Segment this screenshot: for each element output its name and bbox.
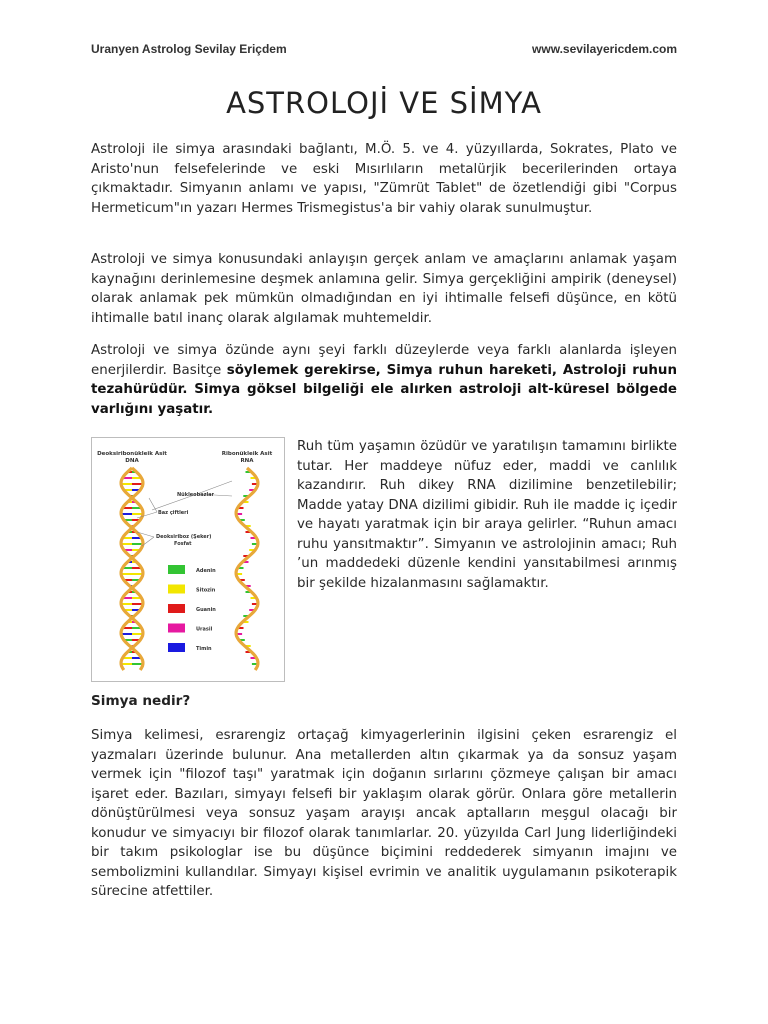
base-legend <box>168 565 216 652</box>
page-title: ASTROLOJİ VE SİMYA <box>226 86 542 120</box>
dna-abbr: DNA <box>125 458 139 464</box>
label-nucleobases: Nükleobazlar <box>177 492 215 498</box>
section-heading: Simya nedir? <box>91 693 191 709</box>
header-website: www.sevilayericdem.com <box>532 42 677 56</box>
paragraph-3-normal: Astroloji ve simya özünde aynı şeyi farklı düzeylerde veya farklı alanlarda işleyen enerjilerdir. Basitçe <box>91 343 677 378</box>
dna-rna-diagram <box>92 438 284 681</box>
label-base-pairs: Baz çiftleri <box>158 510 189 516</box>
label-sugar: Deoksiriboz (Şeker) <box>156 534 212 540</box>
side-paragraph: Ruh tüm yaşamın özüdür ve yaratılışın tamamını birlikte tutar. Her maddeye nüfuz eder, maddi ve canlılık kazandırır. Ruh dikey RNA dizilimine benzetilebilir; Madde yatay DNA dizilimi gibidir. Ruh ile madde iç içedir ve hayatı yaratmak için bir araya gelirler. “Ruhun amacı ruhu yansıtmaktır”. Simyanın ve astrolojinin amacı; Ruh ’un maddedeki düzenle kendini yansıtabilmesi arınmış bir şekilde hizalanmasını sağlamaktır. <box>297 439 677 591</box>
dna-title: Deoksiribonükleik Asit <box>97 451 167 457</box>
rna-abbr: RNA <box>240 458 254 464</box>
legend-swatch-guanin <box>168 604 185 613</box>
legend-swatch-urasil <box>168 624 185 633</box>
paragraph-4: Simya kelimesi, esrarengiz ortaçağ kimyagerlerinin ilgisini çeken esrarengiz el yazmaları üzerinde bulunur. Ana metallerden altın çıkarmak ya da sonsuz yaşam vermek için "filozof taşı" yaratmak için doğanın sırlarını çözmeye çalışan bir amacı işaret eder. Bazıları, simyayı felsefi bir yaklaşım olarak görür. Onlara göre metallerin dönüştürülmesi veya sonsuz yaşam arayışı ancak aptalların meşgul olacağı bir konudur ve simyacıyı bir filozof olarak tanımlarlar. 20. yüzyılda Carl Jung liderliğindeki bir takım psikologlar ise bu düşünce biçimini reddederek simyanın imajını ve sembolizmini kullandılar. Simyayı kişisel evrimin ve analitik uygulamanın psikoterapik sürecine atfettiler. <box>91 728 677 899</box>
legend-label-adenin: Adenin <box>196 568 216 574</box>
legend-label-guanin: Guanin <box>196 607 216 613</box>
legend-label-sitozin: Sitozin <box>196 587 216 594</box>
paragraph-3 <box>91 341 677 419</box>
paragraph-1: Astroloji ile simya arasındaki bağlantı, M.Ö. 5. ve 4. yüzyıllarda, Sokrates, Plato ve Aristo'nun felsefelerinde ve eski Mısırlıların metalürjik becerilerinden ortaya çıkmaktadır. Simyanın anlamı ve yapısı, "Zümrüt Tablet" de özetlendiği gibi "Corpus Hermeticum"ın yazarı Hermes Trismegistus'a bir vahiy olarak sunulmuştur. <box>91 142 677 216</box>
paragraph-2: Astroloji ve simya konusundaki anlayışın gerçek anlam ve amaçlarını anlamak yaşam kaynağını derinlemesine deşmek anlamına gelir. Simya gerçekliğini ampirik (deneysel) olarak anlamak pek mümkün olmadığından en iyi ihtimalle felsefi düşünce, en kötü ihtimalle batıl inanç olarak algılamak muhtemeldir. <box>91 252 677 326</box>
page-header <box>91 42 677 60</box>
label-phosphate: Fosfat <box>174 541 192 547</box>
dna-rna-figure <box>91 437 285 682</box>
legend-swatch-timin <box>168 643 185 652</box>
legend-label-urasil: Urasil <box>196 626 213 633</box>
header-author: Uranyen Astrolog Sevilay Eriçdem <box>91 42 287 56</box>
legend-swatch-sitozin <box>168 585 185 594</box>
legend-swatch-adenin <box>168 565 185 574</box>
legend-label-timin: Timin <box>196 646 212 652</box>
rna-title: Ribonükleik Asit <box>221 451 273 457</box>
paragraph-3-bold: söylemek gerekirse, Simya ruhun hareketi, Astroloji ruhun tezahürüdür. Simya göksel bilgeliği ele alırken astroloji alt-küresel bölgede varlığını yaşatır. <box>91 362 677 417</box>
